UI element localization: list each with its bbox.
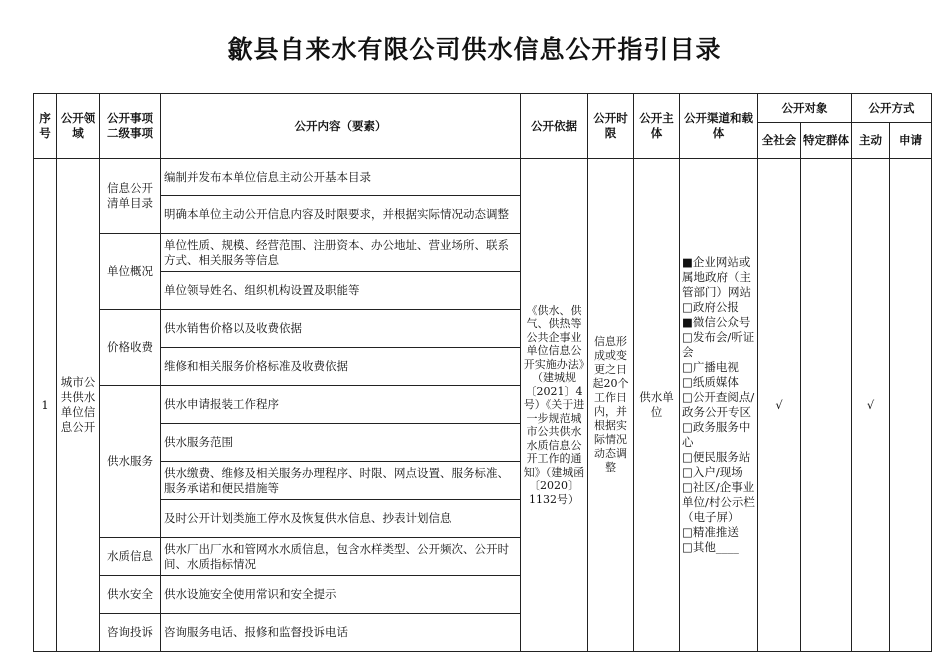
channel-item: □入户/现场	[682, 465, 743, 479]
channel-item: □社区/企事业单位/村公示栏（电子屏）	[682, 480, 755, 524]
content-cell: 供水销售价格以及收费依据	[161, 310, 521, 348]
header-method-apply: 申请	[890, 123, 932, 159]
channel-item: ■企业网站或属地政府（主管部门）网站	[682, 255, 751, 299]
row-time-limit: 信息形成或变更之日起20个工作日内，并根据实际情况动态调整	[588, 159, 634, 652]
disclosure-table	[33, 93, 932, 652]
row-seq: 1	[34, 159, 57, 652]
item-name: 信息公开清单目录	[100, 159, 161, 234]
row-method-apply-mark	[890, 159, 932, 652]
content-cell: 单位性质、规模、经营范围、注册资本、办公地址、营业场所、联系方式、相关服务等信息	[161, 234, 521, 272]
item-name: 咨询投诉	[100, 614, 161, 652]
content-cell: 编制并发布本单位信息主动公开基本目录	[161, 159, 521, 196]
table-row	[34, 159, 932, 196]
item-name: 供水安全	[100, 576, 161, 614]
row-basis: 《供水、供气、供热等公共企事业单位信息公开实施办法》（建城规〔2021〕4号）《关于进一步规范城市公共供水水质信息公开工作的通知》（建城函〔2020〕1132号）	[521, 159, 588, 652]
header-method: 公开方式	[852, 94, 932, 123]
content-cell: 供水申请报装工作程序	[161, 386, 521, 424]
content-cell: 咨询服务电话、报修和监督投诉电话	[161, 614, 521, 652]
header-channels: 公开渠道和载体	[680, 94, 758, 159]
header-content: 公开内容（要素）	[161, 94, 521, 159]
content-cell: 及时公开计划类施工停水及恢复供水信息、抄表计划信息	[161, 500, 521, 538]
header-time-limit: 公开时限	[588, 94, 634, 159]
channel-item: □纸质媒体	[682, 375, 739, 389]
row-channels	[680, 159, 758, 652]
item-name: 价格收费	[100, 310, 161, 386]
page-title: 歙县自来水有限公司供水信息公开指引目录	[227, 35, 722, 64]
content-cell: 单位领导姓名、组织机构设置及职能等	[161, 272, 521, 310]
channel-item: □公开查阅点/政务公开专区	[682, 390, 755, 419]
channel-item: □精准推送	[682, 525, 739, 539]
row-target-specific-mark	[801, 159, 852, 652]
header-target: 公开对象	[758, 94, 852, 123]
row-method-active-mark: √	[852, 159, 890, 652]
header-target-specific: 特定群体	[801, 123, 852, 159]
channel-item: □便民服务站	[682, 450, 751, 464]
item-name: 水质信息	[100, 538, 161, 576]
header-subject: 公开主体	[634, 94, 680, 159]
channel-item: □广播电视	[682, 360, 739, 374]
content-cell: 供水厂出厂水和管网水水质信息，包含水样类型、公开频次、公开时间、水质指标情况	[161, 538, 521, 576]
header-basis: 公开依据	[521, 94, 588, 159]
row-subject: 供水单位	[634, 159, 680, 652]
header-domain: 公开领域	[57, 94, 100, 159]
header-item: 公开事项二级事项	[100, 94, 161, 159]
row-target-all-mark: √	[758, 159, 801, 652]
row-domain: 城市公共供水单位信息公开	[57, 159, 100, 652]
header-row-1	[34, 94, 932, 123]
header-target-all: 全社会	[758, 123, 801, 159]
header-method-active: 主动	[852, 123, 890, 159]
content-cell: 供水缴费、维修及相关服务办理程序、时限、网点设置、服务标准、服务承诺和便民措施等	[161, 462, 521, 500]
channel-item: □政务服务中心	[682, 420, 751, 449]
content-cell: 供水服务范围	[161, 424, 521, 462]
channel-item: □政府公报	[682, 300, 739, 314]
item-name: 单位概况	[100, 234, 161, 310]
channel-item: □其他____	[682, 540, 739, 554]
content-cell: 明确本单位主动公开信息内容及时限要求，并根据实际情况动态调整	[161, 196, 521, 234]
content-cell: 供水设施安全使用常识和安全提示	[161, 576, 521, 614]
content-cell: 维修和相关服务价格标准及收费依据	[161, 348, 521, 386]
channel-item: ■微信公众号	[682, 315, 751, 329]
header-seq: 序号	[34, 94, 57, 159]
item-name: 供水服务	[100, 386, 161, 538]
channel-item: □发布会/听证会	[682, 330, 755, 359]
